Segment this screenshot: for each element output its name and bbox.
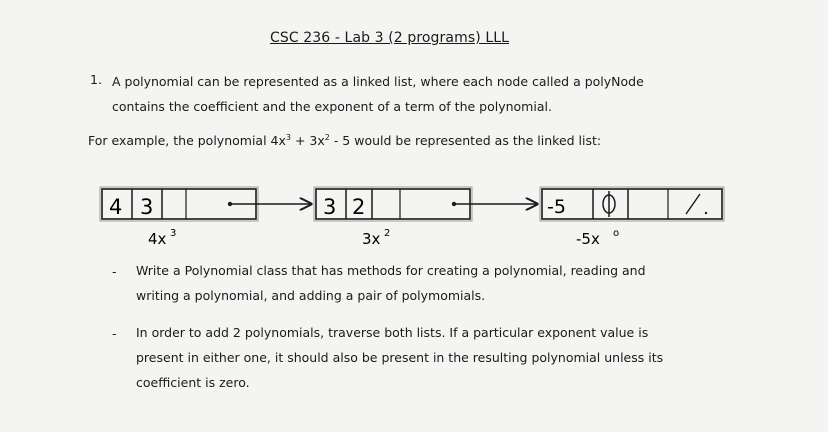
example-prefix: For example, the polynomial 4x: [88, 133, 286, 149]
node-2-exp: 2: [352, 195, 366, 219]
node-2-term-exp: 2: [384, 228, 391, 239]
node-3-term: -5x: [576, 230, 600, 248]
example-suffix: - 5 would be represented as the linked list:: [329, 133, 602, 149]
bullet-2-line-2: present in either one, it should also be present in the resulting polynomial unless its: [136, 350, 664, 365]
node-3-exp-zero: [603, 191, 615, 217]
bullet-2-text: [136, 320, 756, 395]
bullet-1-line-1: Write a Polynomial class that has methods for creating a polynomial, reading and: [136, 263, 646, 278]
node-2-coef: 3: [323, 195, 337, 219]
null-pointer-slash: [686, 194, 700, 214]
node-1-exp: 3: [140, 195, 154, 219]
bullet-1-line-2: writing a polynomial, and adding a pair of polymomials.: [136, 288, 486, 303]
bullet-2-line-1: In order to add 2 polynomials, traverse both lists. If a particular exponent value is: [136, 325, 649, 340]
list-node-3: [540, 187, 724, 248]
example-mid: + 3x: [290, 133, 325, 149]
intro-line-2: contains the coefficient and the exponent of a term of the polynomial.: [112, 99, 552, 114]
node-1-term-exp: 3: [170, 228, 177, 239]
bullet-2-line-3: coefficient is zero.: [136, 375, 250, 390]
node-2-term: 3x: [362, 230, 381, 248]
bullet-1-text: [136, 258, 756, 308]
node-1-coef: 4: [109, 195, 123, 219]
page-title: CSC 236 - Lab 3 (2 programs) LLL: [270, 30, 510, 46]
list-node-2: [314, 187, 537, 248]
node-3-coef: -5: [547, 196, 566, 218]
example-exp-2: 2: [324, 133, 330, 142]
list-node-1: [100, 187, 311, 248]
intro-paragraph: [112, 69, 752, 119]
node-3-term-exp: o: [613, 228, 620, 239]
item-number: 1.: [90, 72, 102, 87]
example-exp-1: 3: [285, 133, 291, 142]
intro-line-1: A polynomial can be represented as a linked list, where each node called a polyNode: [112, 74, 644, 89]
bullet-2-dash: -: [112, 326, 117, 341]
linked-list-diagram: [90, 178, 740, 248]
example-sentence: [88, 133, 728, 148]
node-1-term: 4x: [148, 230, 167, 248]
bullet-1-dash: -: [112, 264, 117, 279]
